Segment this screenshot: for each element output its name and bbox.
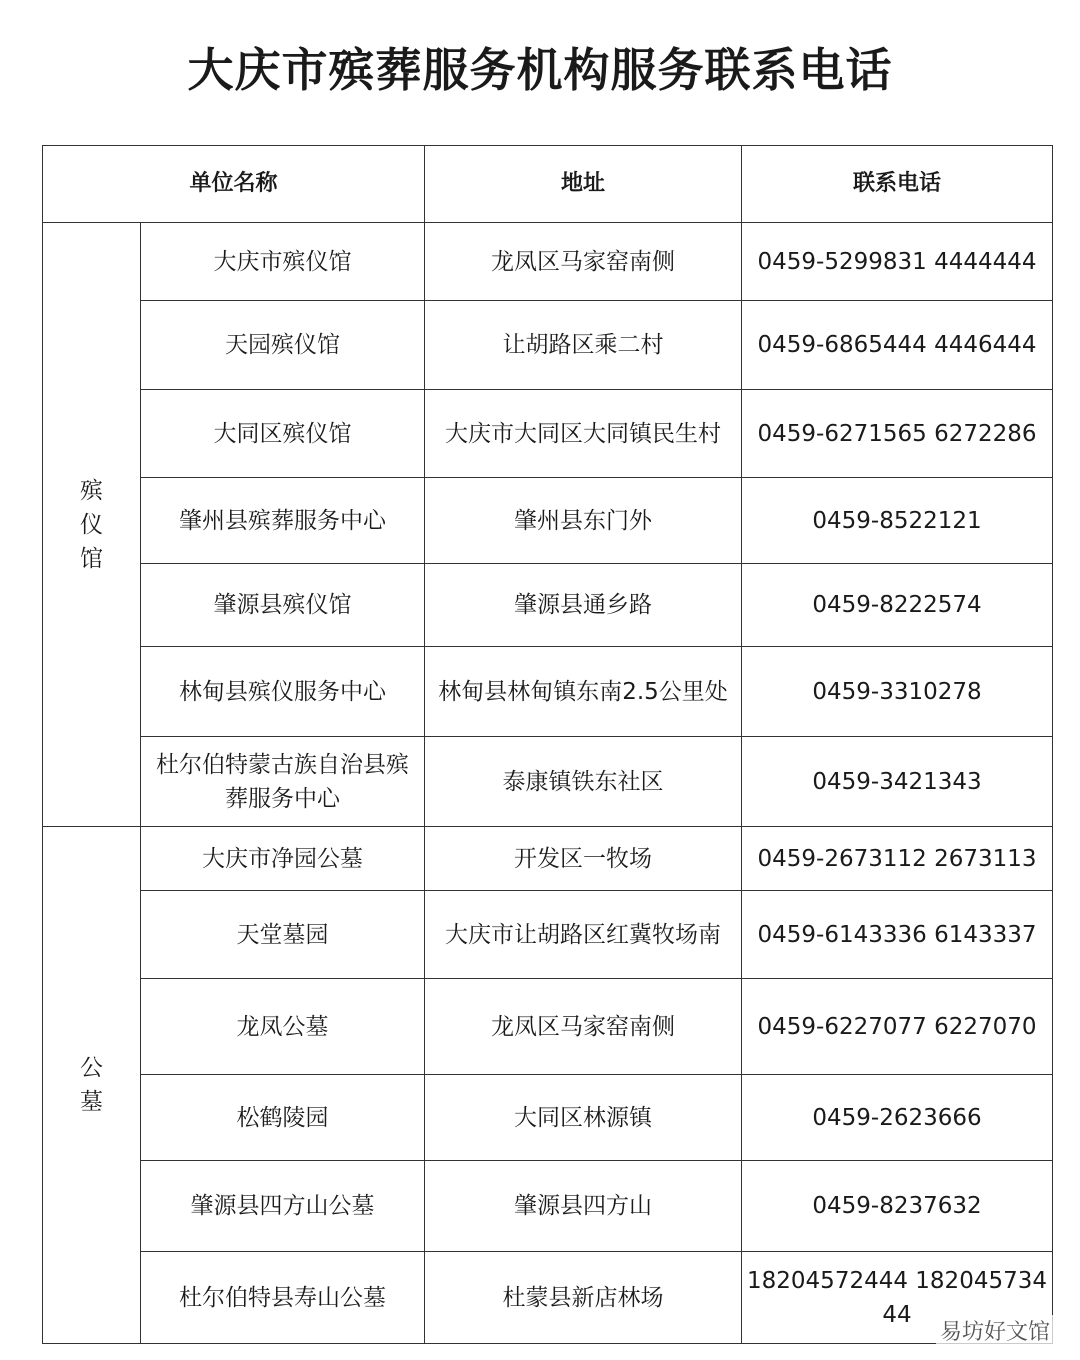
unit-name: 龙凤公墓 <box>141 979 425 1075</box>
unit-address: 肇源县通乡路 <box>425 564 742 647</box>
table-row <box>43 1161 1053 1252</box>
watermark: 易坊好文馆 <box>936 1315 1054 1346</box>
unit-name: 大庆市殡仪馆 <box>141 223 425 301</box>
unit-name: 肇州县殡葬服务中心 <box>141 478 425 564</box>
unit-phone: 18204572444 18204573444 <box>742 1252 1053 1344</box>
table-row <box>43 564 1053 647</box>
unit-address: 龙凤区马家窑南侧 <box>425 223 742 301</box>
header-address: 地址 <box>425 146 742 223</box>
page-title: 大庆市殡葬服务机构服务联系电话 <box>187 43 893 97</box>
unit-address: 开发区一牧场 <box>425 827 742 891</box>
unit-name: 林甸县殡仪服务中心 <box>141 647 425 737</box>
unit-phone: 0459-2673112 2673113 <box>742 827 1053 891</box>
table-row <box>43 737 1053 827</box>
table-row <box>43 891 1053 979</box>
unit-address: 让胡路区乘二村 <box>425 301 742 390</box>
table-row <box>43 223 1053 301</box>
table-row <box>43 827 1053 891</box>
unit-name: 松鹤陵园 <box>141 1075 425 1161</box>
unit-phone: 0459-6865444 4446444 <box>742 301 1053 390</box>
table-row <box>43 1252 1053 1344</box>
category-funeral-home: 殡 仪 馆 <box>43 223 141 827</box>
table-row <box>43 647 1053 737</box>
unit-phone: 0459-6271565 6272286 <box>742 390 1053 478</box>
category-cemetery: 公 墓 <box>43 827 141 1344</box>
unit-phone: 0459-3310278 <box>742 647 1053 737</box>
unit-name: 大庆市净园公墓 <box>141 827 425 891</box>
unit-phone: 0459-6143336 6143337 <box>742 891 1053 979</box>
unit-address: 肇州县东门外 <box>425 478 742 564</box>
unit-phone: 0459-2623666 <box>742 1075 1053 1161</box>
table-row <box>43 301 1053 390</box>
unit-phone: 0459-8237632 <box>742 1161 1053 1252</box>
table-row <box>43 1075 1053 1161</box>
unit-name: 肇源县殡仪馆 <box>141 564 425 647</box>
unit-phone: 0459-8222574 <box>742 564 1053 647</box>
table-row <box>43 979 1053 1075</box>
unit-phone: 0459-8522121 <box>742 478 1053 564</box>
unit-address: 龙凤区马家窑南侧 <box>425 979 742 1075</box>
table-row <box>43 478 1053 564</box>
contact-table <box>42 145 1053 1344</box>
unit-phone: 0459-5299831 4444444 <box>742 223 1053 301</box>
unit-address: 杜蒙县新店林场 <box>425 1252 742 1344</box>
header-name: 单位名称 <box>43 146 425 223</box>
unit-address: 林甸县林甸镇东南2.5公里处 <box>425 647 742 737</box>
unit-address: 大同区林源镇 <box>425 1075 742 1161</box>
table-row <box>43 390 1053 478</box>
table-header-row <box>43 146 1053 223</box>
unit-address: 泰康镇铁东社区 <box>425 737 742 827</box>
unit-name: 杜尔伯特蒙古族自治县殡葬服务中心 <box>141 737 425 827</box>
unit-name: 肇源县四方山公墓 <box>141 1161 425 1252</box>
unit-address: 肇源县四方山 <box>425 1161 742 1252</box>
unit-name: 天堂墓园 <box>141 891 425 979</box>
unit-name: 大同区殡仪馆 <box>141 390 425 478</box>
unit-address: 大庆市让胡路区红冀牧场南 <box>425 891 742 979</box>
unit-phone: 0459-3421343 <box>742 737 1053 827</box>
header-phone: 联系电话 <box>742 146 1053 223</box>
unit-name: 杜尔伯特县寿山公墓 <box>141 1252 425 1344</box>
unit-address: 大庆市大同区大同镇民生村 <box>425 390 742 478</box>
unit-name: 天园殡仪馆 <box>141 301 425 390</box>
unit-phone: 0459-6227077 6227070 <box>742 979 1053 1075</box>
